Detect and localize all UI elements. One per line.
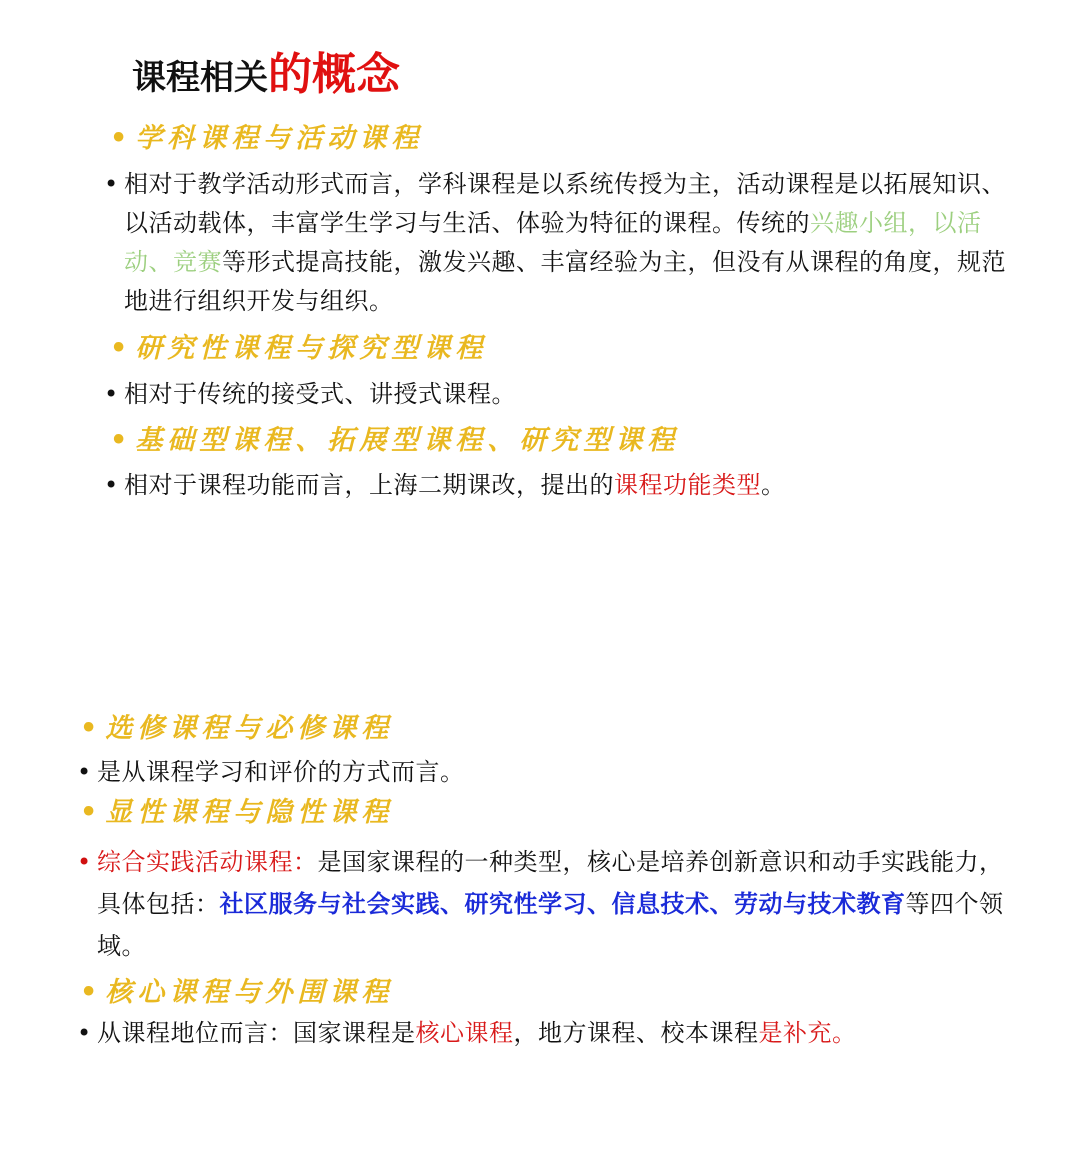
heading-bullet: •: [80, 977, 98, 1008]
heading-text: 显性课程与隐性课程: [105, 797, 394, 828]
heading-bullet: •: [110, 123, 128, 154]
heading-bullet: •: [110, 333, 128, 364]
highlight-green: 兴趣小组，以活动、竞赛: [124, 209, 982, 276]
section2-heading-1: [80, 706, 393, 745]
paragraph-text: 相对于课程功能而言，上海二期课改，提出的: [124, 471, 614, 499]
heading-bullet: •: [110, 425, 128, 456]
paragraph-text: 等形式提高技能，激发兴趣、丰富经验为主，但没有从课程的角度，规范地进行组织开发与组织。: [124, 248, 1006, 315]
bullet-dot: •: [104, 471, 119, 499]
heading-text: 研究性课程与探究型课程: [135, 333, 488, 364]
paragraph-text: 相对于传统的接受式、讲授式课程。: [124, 380, 516, 408]
section1-paragraph-1: [104, 165, 1024, 321]
heading-text: 基础型课程、拓展型课程、研究型课程: [135, 425, 680, 456]
bullet-dot: •: [77, 758, 92, 786]
section1-heading-3: [110, 418, 679, 457]
section1-paragraph-3: [104, 466, 1024, 505]
paragraph-text: 是国家课程的一种类型，核心是培养创新意识和动手实践能力，具体包括：: [97, 848, 1004, 918]
section2-paragraph-1: [77, 753, 1017, 792]
highlight-red: 综合实践活动课程：: [97, 848, 318, 876]
paragraph-text: 。: [761, 471, 786, 499]
paragraph-text: 相对于教学活动形式而言，学科课程是以系统传授为主，活动课程是以拓展知识、以活动载体，丰富学生学习与生活、体验为特征的课程。传统的: [124, 170, 1006, 237]
paragraph-text: 等四个领域。: [97, 890, 1004, 960]
page-title: [132, 38, 400, 102]
paragraph-text: ，地方课程、校本课程: [513, 1019, 759, 1047]
title-part-black: 课程相关: [132, 58, 268, 98]
section1-paragraph-2: [104, 375, 1024, 414]
section1-heading-1: [110, 116, 423, 155]
heading-bullet: •: [80, 797, 98, 828]
bullet-dot: •: [104, 170, 119, 198]
highlight-red: 课程功能类型: [614, 471, 761, 499]
bullet-dot: •: [77, 848, 92, 876]
highlight-red: 核心课程: [415, 1019, 514, 1047]
heading-text: 选修课程与必修课程: [105, 713, 394, 744]
heading-text: 核心课程与外围课程: [105, 977, 394, 1008]
bullet-dot: •: [104, 380, 119, 408]
paragraph-text: 是从课程学习和评价的方式而言。: [97, 758, 465, 786]
section2-heading-2: [80, 790, 393, 829]
bullet-dot: •: [77, 1019, 92, 1047]
highlight-blue: 社区服务与社会实践、研究性学习、信息技术、劳动与技术教育: [219, 890, 906, 918]
highlight-red: 是补充。: [758, 1019, 857, 1047]
heading-text: 学科课程与活动课程: [135, 123, 424, 154]
section2-paragraph-3: [77, 1014, 1017, 1053]
section1-heading-2: [110, 326, 487, 365]
section2-heading-3: [80, 970, 393, 1009]
section2-paragraph-2: [77, 841, 1017, 967]
title-part-red: 的概念: [268, 49, 400, 100]
paragraph-text: 从课程地位而言：国家课程是: [97, 1019, 416, 1047]
heading-bullet: •: [80, 713, 98, 744]
